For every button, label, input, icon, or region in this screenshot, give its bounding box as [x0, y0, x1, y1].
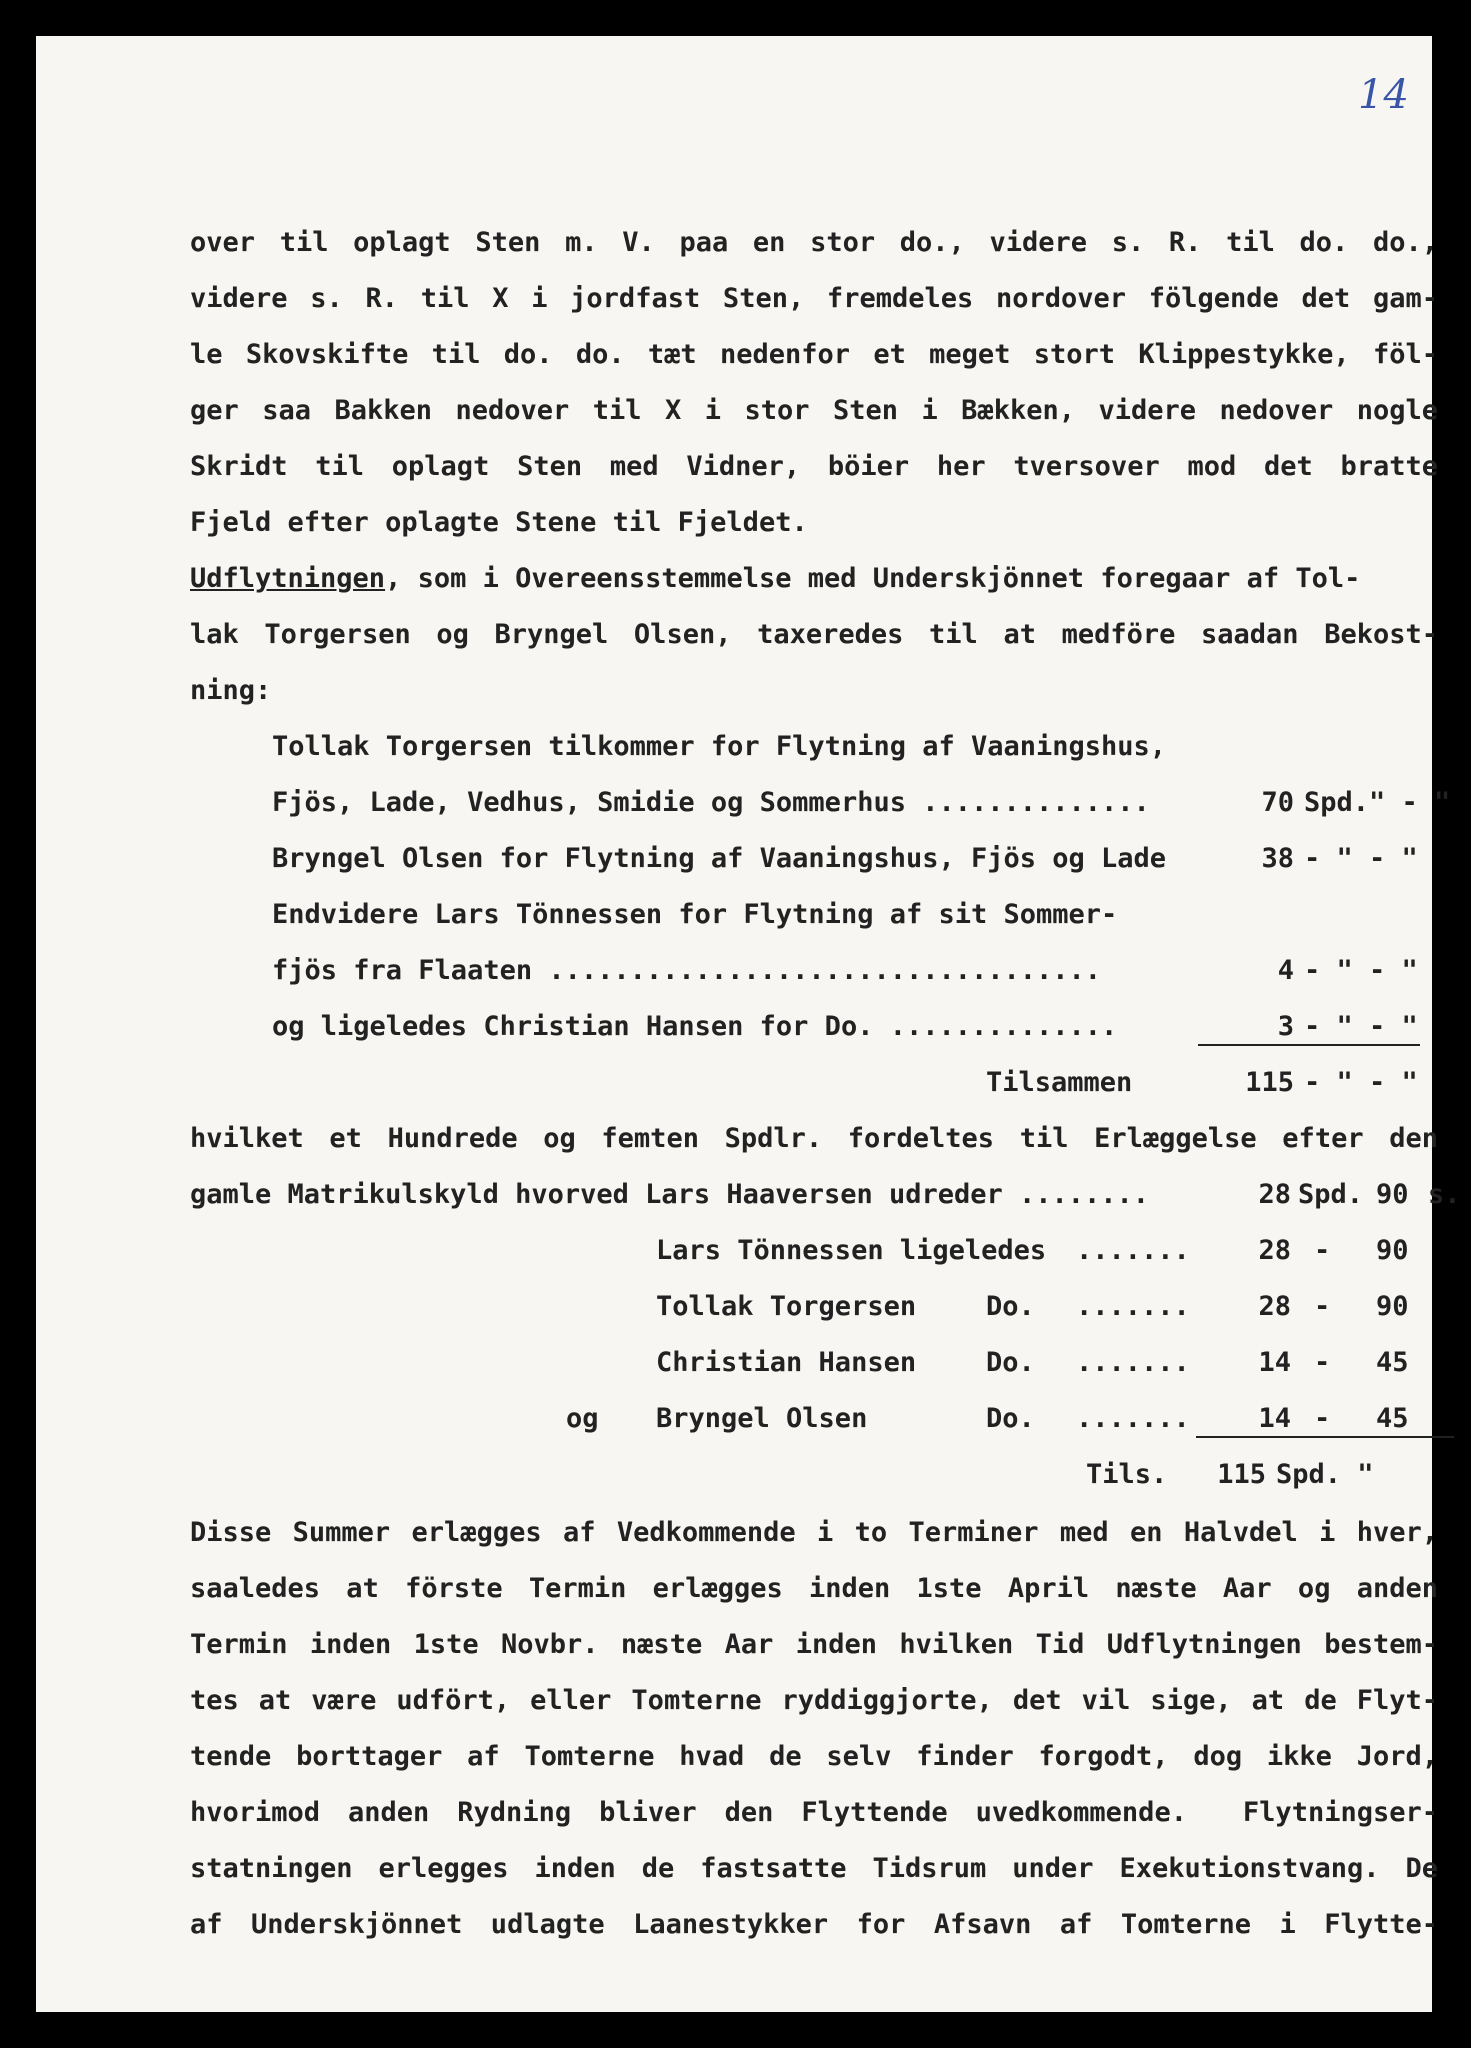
costs-total-unit: - " - " — [1304, 1067, 1418, 1098]
distribution-dash: - — [1314, 1403, 1331, 1434]
cost-line: Fjös, Lade, Vedhus, Smidie og Sommerhus .............. — [272, 787, 1150, 818]
cost-amount: 38 — [1261, 843, 1294, 874]
text-line: videre s. R. til X i jordfast Sten, fremdeles nordover fölgende det gam- — [190, 283, 1438, 314]
cost-line: fjös fra Flaaten .................................. — [272, 955, 1102, 986]
text-line: Termin inden 1ste Novbr. næste Aar inden hvilken Tid Udflytningen bestem- — [190, 1629, 1438, 1660]
distribution-name: Lars Tönnessen ligeledes — [656, 1235, 1047, 1266]
distribution-total-label: Tils. — [1086, 1459, 1168, 1490]
text-line: tende borttager af Tomterne hvad de selv finder forgodt, dog ikke Jord, — [190, 1741, 1438, 1772]
distribution-total-unit: Spd. " — [1276, 1459, 1374, 1490]
page-number: 14 — [1358, 72, 1409, 118]
distribution-suffix: s. — [1428, 1179, 1461, 1210]
text-line: over til oplagt Sten m. V. paa en stor do., videre s. R. til do. do., — [190, 227, 1438, 258]
cost-unit: - " - " — [1304, 1011, 1418, 1042]
costs-total-label: Tilsammen — [986, 1067, 1133, 1098]
text-line: Disse Summer erlægges af Vedkommende i to Terminer med en Halvdel i hver, — [190, 1517, 1438, 1548]
cost-amount: 70 — [1261, 787, 1294, 818]
costs-total-amount: 115 — [1245, 1067, 1294, 1098]
distribution-spd: 14 — [1258, 1403, 1291, 1434]
cost-unit: Spd." - " — [1304, 787, 1451, 818]
cost-amount: 3 — [1277, 1011, 1294, 1042]
text-line: hvilket et Hundrede og femten Spdlr. fordeltes til Erlæggelse efter den — [190, 1123, 1438, 1154]
distribution-dash: - — [1314, 1291, 1331, 1322]
text-line: lak Torgersen og Bryngel Olsen, taxeredes til at medföre saadan Bekost- — [190, 619, 1438, 650]
distribution-skill: 45 — [1376, 1403, 1409, 1434]
cost-line: Tollak Torgersen tilkommer for Flytning af Vaaningshus, — [272, 731, 1167, 762]
cost-line: Bryngel Olsen for Flytning af Vaaningshus, Fjös og Lade — [272, 843, 1167, 874]
distribution-spd: 28 — [1258, 1179, 1291, 1210]
cost-line: og ligeledes Christian Hansen for Do. .............. — [272, 1011, 1118, 1042]
text-line — [190, 562, 1438, 596]
text-segment: , som i Overeensstemmelse med Underskjönnet foregaar af Tol- — [385, 563, 1361, 594]
text-line: tes at være udfört, eller Tomterne ryddiggjorte, det vil sige, at de Flyt- — [190, 1685, 1438, 1716]
distribution-dots: ....... — [1076, 1235, 1190, 1266]
text-line: af Underskjönnet udlagte Laanestykker for Afsavn af Tomterne i Flytte- — [190, 1909, 1438, 1940]
distribution-skill: 90 — [1376, 1179, 1409, 1210]
distribution-prefix: og — [566, 1403, 599, 1434]
distribution-unit: Spd. — [1298, 1179, 1364, 1210]
section-heading: Udflytningen — [190, 563, 386, 594]
distribution-spd: 28 — [1258, 1235, 1291, 1266]
distribution-name: Tollak Torgersen — [656, 1291, 917, 1322]
cost-unit: - " - " — [1304, 955, 1418, 986]
text-line: ning: — [190, 675, 272, 706]
distribution-dash: - — [1314, 1347, 1331, 1378]
text-line: le Skovskifte til do. do. tæt nedenfor et meget stort Klippestykke, föl- — [190, 339, 1438, 370]
distribution-skill: 90 — [1376, 1291, 1409, 1322]
document-page — [36, 36, 1461, 2012]
text-line: Fjeld efter oplagte Stene til Fjeldet. — [190, 507, 808, 538]
distribution-dots: ....... — [1076, 1291, 1190, 1322]
distribution-do: Do. — [986, 1291, 1035, 1322]
text-line: statningen erlegges inden de fastsatte Tidsrum under Exekutionstvang. De — [190, 1853, 1438, 1884]
text-line: ger saa Bakken nedover til X i stor Sten i Bækken, videre nedover nogle — [190, 395, 1438, 426]
cost-line: Endvidere Lars Tönnessen for Flytning af sit Sommer- — [272, 899, 1118, 930]
distribution-skill: 45 — [1376, 1347, 1409, 1378]
distribution-spd: 28 — [1258, 1291, 1291, 1322]
distribution-name: Christian Hansen — [656, 1347, 917, 1378]
text-line: saaledes at förste Termin erlægges inden 1ste April næste Aar og anden — [190, 1573, 1438, 1604]
distribution-dots: ....... — [1076, 1403, 1190, 1434]
distribution-total-amount: 115 — [1217, 1459, 1266, 1490]
text-line: hvorimod anden Rydning bliver den Flyttende uvedkommende. Flytningser- — [190, 1797, 1438, 1828]
distribution-do: Do. — [986, 1347, 1035, 1378]
sum-rule — [1198, 1044, 1420, 1046]
cost-amount: 4 — [1277, 955, 1294, 986]
sum-rule — [1196, 1436, 1454, 1438]
distribution-skill: 90 — [1376, 1235, 1409, 1266]
distribution-spd: 14 — [1258, 1347, 1291, 1378]
distribution-dash: - — [1314, 1235, 1331, 1266]
distribution-do: Do. — [986, 1403, 1035, 1434]
text-line: Skridt til oplagt Sten med Vidner, böier her tversover mod det bratte — [190, 451, 1438, 482]
distribution-dots: ....... — [1076, 1347, 1190, 1378]
cost-unit: - " - " — [1304, 843, 1418, 874]
text-line: gamle Matrikulskyld hvorved Lars Haaversen udreder ........ — [190, 1179, 1150, 1210]
distribution-name: Bryngel Olsen — [656, 1403, 868, 1434]
